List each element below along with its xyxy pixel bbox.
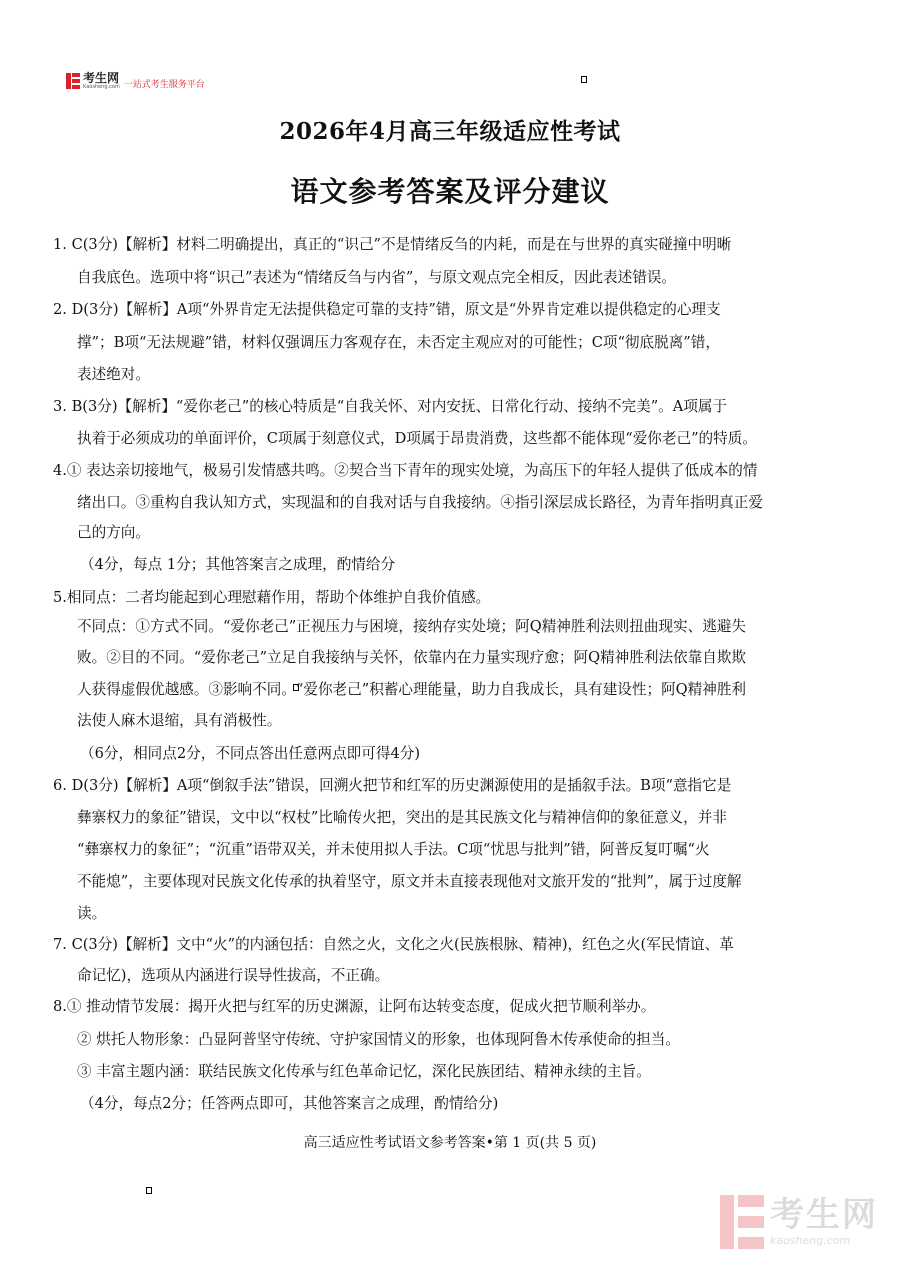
answer-line: ② 烘托人物形象：凸显阿普坚守传统、守护家国情义的形象，也体现阿鲁木传承使命的担当。 — [77, 1031, 680, 1048]
answer-line: 4.① 表达亲切接地气，极易引发情感共鸣。②契合当下青年的现实处境，为高压下的年轻人提供了低成本的情 — [53, 462, 758, 479]
answer-line: 5.相同点：二者均能起到心理慰藉作用，帮助个体维护自我价值感。 — [53, 589, 491, 606]
document-title: 语文参考答案及评分建议 — [290, 175, 610, 208]
scoring-note: （4分，每点2分；任答两点即可，其他答案言之成理，酌情给分) — [80, 1095, 499, 1112]
answer-line: 6. D(3分)【解析】A项“倒叙手法”错误，回溯火把节和红军的历史渊源使用的是插叙手法。B项“意指它是 — [53, 777, 732, 794]
answer-line: 不能熄”，主要体现对民族文化传承的执着坚守，原文并未直接表现他对文旅开发的“批判”，属于过度解 — [77, 873, 742, 890]
watermark — [720, 1195, 878, 1249]
page-footer: 高三适应性考试语文参考答案•第 1 页(共 5 页) — [303, 1135, 597, 1151]
placeholder-square-icon — [146, 1187, 152, 1194]
answer-line: 执着于必须成功的单面评价，C项属于刻意仪式，D项属于昂贵消费，这些都不能体现“爱你老己”的特质。 — [77, 430, 757, 447]
answer-line: 表述绝对。 — [77, 366, 150, 383]
answer-line: 撑”；B项“无法规避”错，材料仅强调压力客观存在，未否定主观应对的可能性；C项“彻底脱离”错， — [77, 334, 720, 351]
kaosheng-logo-icon — [66, 73, 80, 89]
exam-title: 2026年4月高三年级适应性考试 — [279, 118, 621, 145]
answer-line: 7. C(3分)【解析】文中“火”的内涵包括：自然之火，文化之火(民族根脉、精神)，红色之火(军民情谊、革 — [53, 936, 734, 953]
watermark-domain: kaosheng.com — [770, 1233, 851, 1247]
answer-line: 人获得虚假优越感。③影响不同。“爱你老己”积蓄心理能量，助力自我成长，具有建设性；阿Q精神胜利 — [77, 681, 747, 698]
answer-line: 败。②目的不同。“爱你老己”立足自我接纳与关怀，依靠内在力量实现疗愈；阿Q精神胜利法依靠自欺欺 — [77, 649, 747, 666]
watermark-name: 考生网 — [770, 1194, 878, 1235]
answer-line: “彝寨权力的象征”；“沉重”语带双关，并未使用拟人手法。C项“忧思与批判”错，阿普反复叮嘱“火 — [77, 841, 710, 858]
brand-domain: Kaosheng.com — [83, 84, 120, 90]
answer-line: 己的方向。 — [77, 524, 150, 541]
brand-name: 考生网 — [83, 71, 120, 85]
answer-line: 1. C(3分)【解析】材料二明确提出，真正的“识己”不是情绪反刍的内耗，而是在与世界的真实碰撞中明晰 — [53, 236, 732, 253]
brand-slogan: 一站式考生服务平台 — [123, 79, 205, 90]
scoring-note: （6分，相同点2分，不同点答出任意两点即可得4分) — [80, 745, 421, 762]
brand-logo — [66, 72, 205, 90]
kaosheng-watermark-icon — [720, 1195, 764, 1249]
scoring-note: （4分，每点 1分；其他答案言之成理，酌情给分 — [80, 556, 396, 573]
answer-line: 自我底色。选项中将“识己”表述为“情绪反刍与内省”，与原文观点完全相反，因此表述错误。 — [77, 269, 677, 286]
answer-line: 2. D(3分)【解析】A项“外界肯定无法提供稳定可靠的支持”错，原文是“外界肯定难以提供稳定的心理支 — [53, 301, 721, 318]
placeholder-square-icon — [581, 76, 587, 83]
answer-line: 8.① 推动情节发展：揭开火把与红军的历史渊源，让阿布达转变态度，促成火把节顺利举办。 — [53, 998, 656, 1015]
answer-line: 读。 — [77, 905, 107, 922]
answer-line: ③ 丰富主题内涵：联结民族文化传承与红色革命记忆，深化民族团结、精神永续的主旨。 — [77, 1063, 651, 1080]
answer-line: 彝寨权力的象征”错误，文中以“权杖”比喻传火把，突出的是其民族文化与精神信仰的象征意义，并非 — [77, 809, 727, 826]
answer-line: 不同点：①方式不同。“爱你老己”正视压力与困境，接纳存实处境；阿Q精神胜利法则扭曲现实、逃避失 — [77, 618, 747, 635]
answer-line: 命记忆)，选项从内涵进行误导性拔高，不正确。 — [77, 967, 390, 984]
answer-line: 绪出口。③重构自我认知方式，实现温和的自我对话与自我接纳。④指引深层成长路径，为青年指明真正爱 — [77, 494, 763, 511]
answer-line: 法使人麻木退缩，具有消极性。 — [77, 712, 282, 729]
answer-line: 3. B(3分)【解析】“爱你老己”的核心特质是“自我关怀、对内安抚、日常化行动、接纳不完美”。A项属于 — [53, 398, 728, 415]
